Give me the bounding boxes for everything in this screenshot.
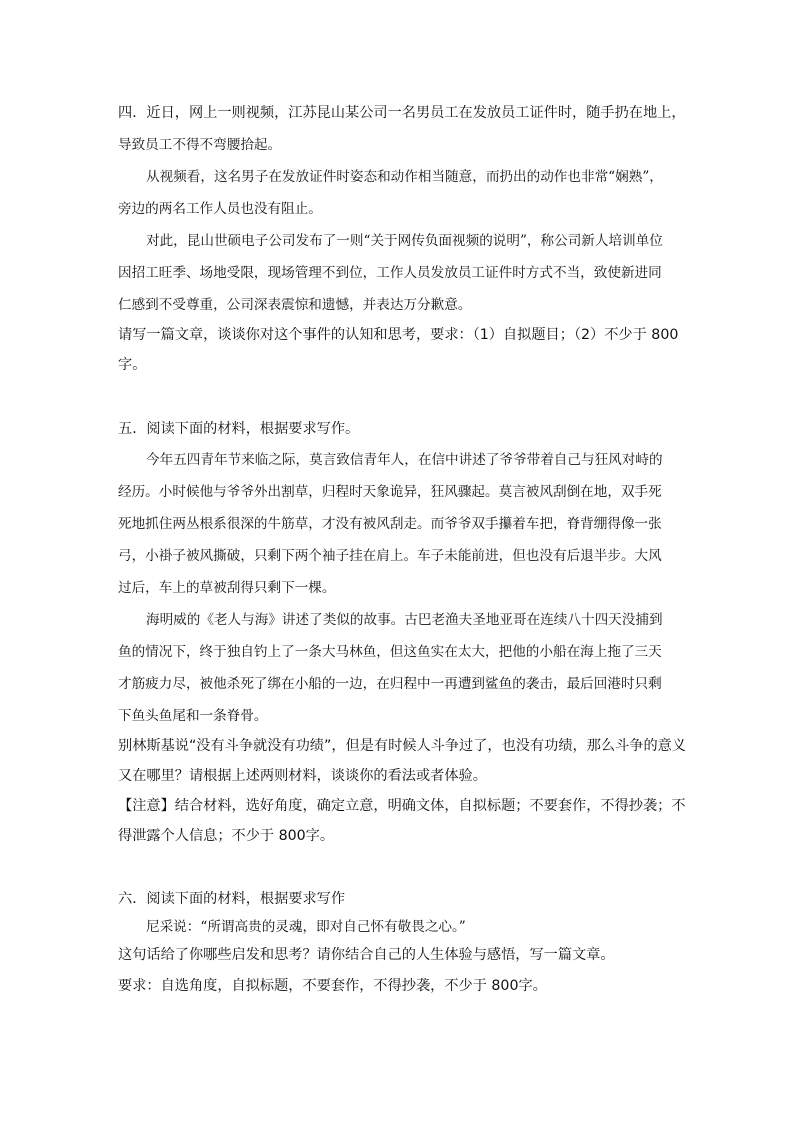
section-five-paragraph-1-line-5: 过后，车上的草被刮得只剩下一棵。 bbox=[118, 580, 336, 596]
section-five-question-line-2: 又在哪里？请根据上述两则材料，谈谈你的看法或者体验。 bbox=[118, 768, 487, 784]
section-four-paragraph-1-line-1: 从视频看，这名男子在发放证件时姿态和动作相当随意，而扔出的动作也非常“娴熟”， bbox=[146, 169, 663, 185]
section-five-heading: 五．阅读下面的材料，根据要求写作。 bbox=[118, 421, 360, 437]
section-five-paragraph-2-line-1: 海明威的《老人与海》讲述了类似的故事。古巴老渔夫圣地亚哥在连续八十四天没捕到 bbox=[146, 612, 663, 628]
section-five-paragraph-2-line-3: 才筋疲力尽，被他杀死了绑在小船的一边，在归程中一再遭到鲨鱼的袭击，最后回港时只剩 bbox=[118, 676, 662, 692]
section-four-heading-line-2: 导致员工不得不弯腰拾起。 bbox=[118, 137, 282, 153]
section-five-paragraph-1-line-4: 弓，小褂子被风撕破，只剩下两个袖子挂在肩上。车子未能前进，但也没有后退半步。大风 bbox=[118, 548, 662, 564]
section-six-quote: 尼采说：“所谓高贵的灵魂，即对自己怀有敬畏之心。” bbox=[146, 919, 466, 935]
section-six-heading: 六．阅读下面的材料，根据要求写作 bbox=[118, 891, 346, 907]
section-four-paragraph-2-line-1: 对此，昆山世硕电子公司发布了一则“关于网传负面视频的说明”，称公司新人培训单位 bbox=[146, 233, 663, 249]
section-four-paragraph-1-line-2: 旁边的两名工作人员也没有阻止。 bbox=[118, 201, 322, 217]
section-four-requirement-line-2: 字。 bbox=[118, 357, 147, 373]
section-five-question-line-1: 别林斯基说“没有斗争就没有功绩”，但是有时候人斗争过了，也没有功绩，那么斗争的意义 bbox=[118, 738, 687, 754]
section-five-paragraph-1-line-3: 死地抓住两丛根系很深的牛筋草，才没有被风刮走。而爷爷双手攥着车把，脊背绷得像一张 bbox=[118, 516, 662, 532]
section-five-paragraph-1-line-1: 今年五四青年节来临之际，莫言致信青年人，在信中讲述了爷爷带着自己与狂风对峙的 bbox=[146, 452, 663, 468]
section-five-paragraph-1-line-2: 经历。小时候他与爷爷外出割草，归程时天象诡异，狂风骤起。莫言被风刮倒在地，双手死 bbox=[118, 484, 662, 500]
section-four-requirement-line-1: 请写一篇文章，谈谈你对这个事件的认知和思考，要求：（1）自拟题目；（2）不少于 800 bbox=[118, 327, 679, 343]
section-six-question: 这句话给了你哪些启发和思考？请你结合自己的人生体验与感悟，写一篇文章。 bbox=[118, 947, 615, 963]
section-five-note-line-1: 【注意】结合材料，选好角度，确定立意，明确文体，自拟标题；不要套作，不得抄袭；不 bbox=[118, 798, 686, 814]
section-five-paragraph-2-line-2: 鱼的情况下，终于独自钓上了一条大马林鱼，但这鱼实在太大，把他的小船在海上拖了三天 bbox=[118, 644, 662, 660]
section-five-paragraph-2-line-4: 下鱼头鱼尾和一条脊骨。 bbox=[118, 708, 268, 724]
section-five-note-line-2: 得泄露个人信息；不少于 800字。 bbox=[118, 828, 335, 844]
section-six-requirement: 要求：自选角度，自拟标题，不要套作，不得抄袭，不少于 800字。 bbox=[118, 978, 547, 994]
section-four-paragraph-2-line-3: 仁感到不受尊重，公司深表震惊和遗憾，并表达万分歉意。 bbox=[118, 297, 472, 313]
section-four-paragraph-2-line-2: 因招工旺季、场地受限，现场管理不到位，工作人员发放员工证件时方式不当，致使新进同 bbox=[118, 265, 662, 281]
section-four-heading-line-1: 四．近日，网上一则视频，江苏昆山某公司一名男员工在发放员工证件时，随手扔在地上， bbox=[118, 105, 686, 121]
